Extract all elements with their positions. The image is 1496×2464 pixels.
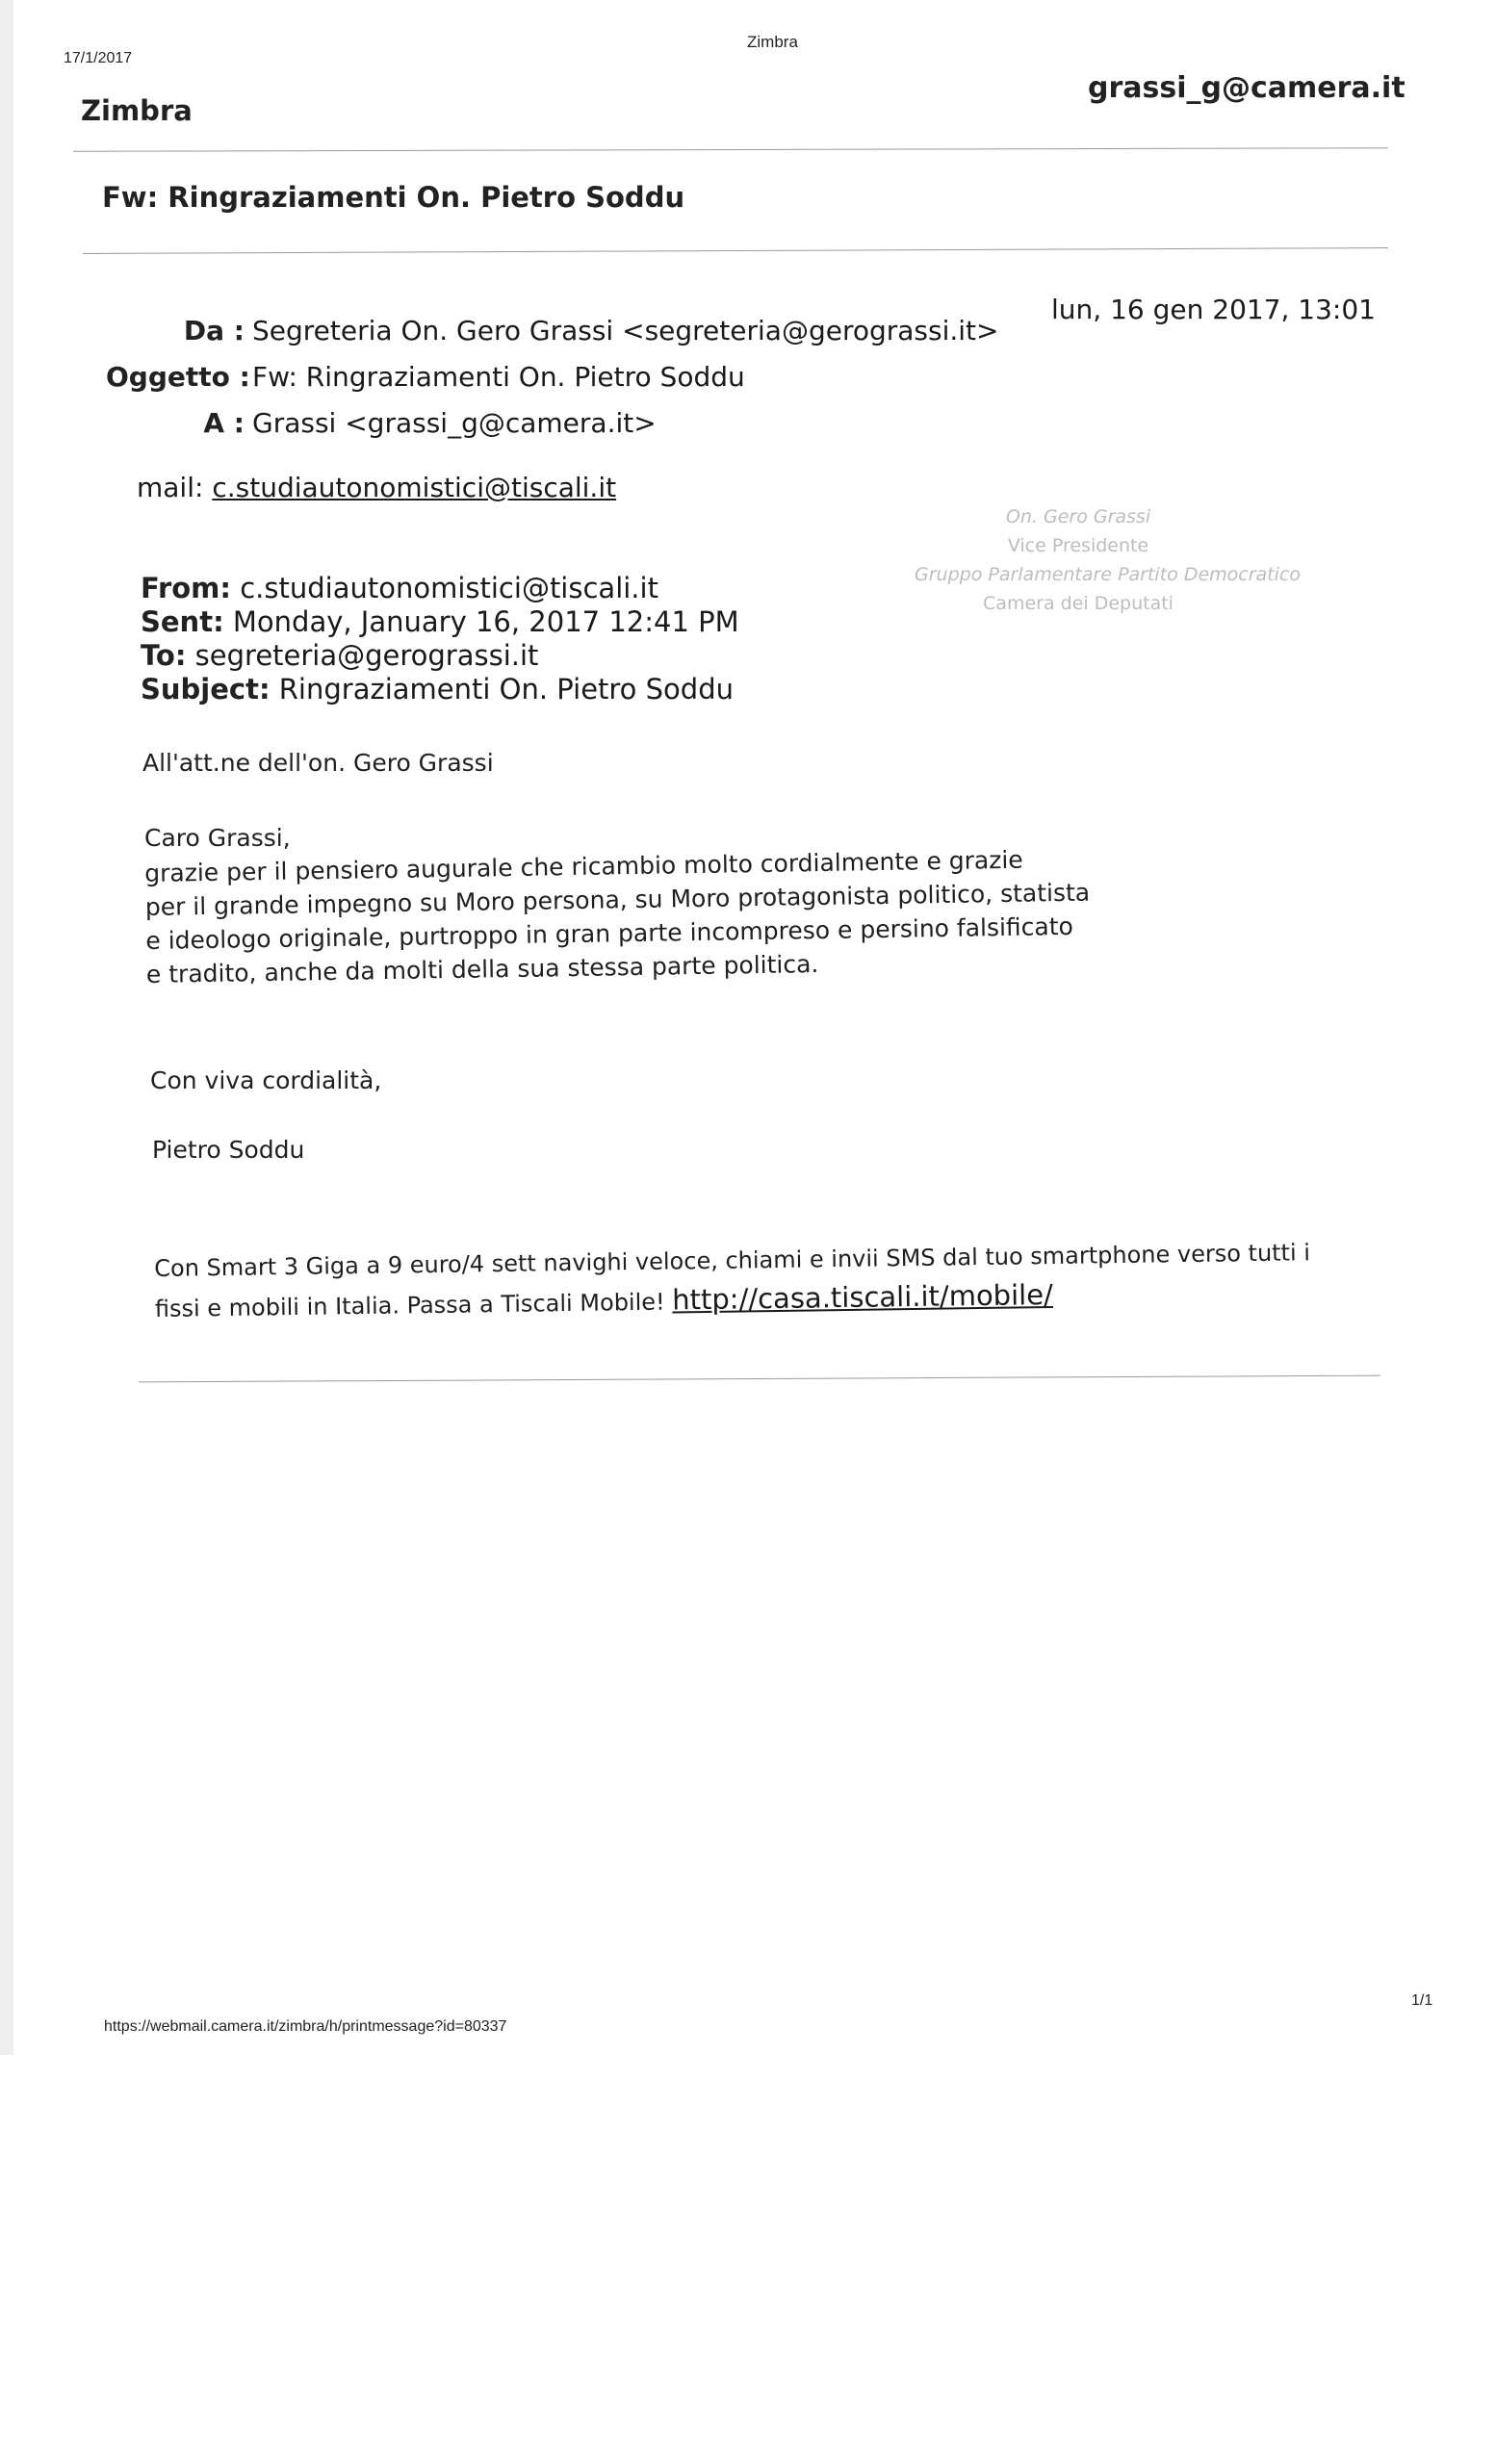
mail-link[interactable]: c.studiautonomistici@tiscali.it [212, 472, 617, 503]
closing: Con viva cordialità, [150, 1066, 382, 1094]
promo-link[interactable]: http://casa.tiscali.it/mobile/ [672, 1277, 1054, 1317]
account-email: grassi_g@camera.it [1088, 71, 1406, 105]
subject-value: Fw: Ringraziamenti On. Pietro Soddu [252, 361, 745, 393]
paragraph-line: per il grande impegno su Moro persona, su Moro protagonista politico, statista [144, 878, 1091, 921]
from-label: Da : [183, 315, 245, 346]
message-title: Fw: Ringraziamenti On. Pietro Soddu [102, 181, 685, 214]
forwarded-header [141, 572, 739, 706]
from-value: Segreteria On. Gero Grassi <segreteria@gerograssi.it> [252, 315, 999, 346]
body-paragraph [144, 842, 1091, 991]
stamp-line-2: Vice Presidente [1007, 535, 1149, 556]
fw-to-label: To: [141, 639, 187, 672]
fw-sent-value: Monday, January 16, 2017 12:41 PM [232, 605, 739, 638]
paragraph-line: e ideologo originale, purtroppo in gran parte incompreso e persino falsificato [145, 911, 1074, 955]
zimbra-logo: Zimbra [81, 94, 193, 127]
mail-label: mail: [137, 472, 204, 503]
message-headers [106, 294, 1454, 447]
message-date: lun, 16 gen 2017, 13:01 [1051, 294, 1376, 325]
fw-sent-label: Sent: [141, 605, 224, 638]
fw-to-value: segreteria@gerograssi.it [194, 639, 539, 672]
promo-line-2: fissi e mobili in Italia. Passa a Tiscali Mobile! http://casa.tiscali.it/mobile/ [154, 1277, 1054, 1322]
print-url: https://webmail.camera.it/zimbra/h/printmessage?id=80337 [104, 2018, 507, 2035]
fw-subject-label: Subject: [141, 673, 271, 706]
body-divider [139, 1375, 1380, 1383]
to-label: A : [203, 407, 245, 439]
paragraph-line: grazie per il pensiero augurale che ricambio molto cordialmente e grazie [144, 845, 1023, 887]
subject-label: Oggetto : [106, 361, 250, 393]
mail-line [137, 472, 616, 503]
title-divider [83, 247, 1388, 254]
official-stamp [915, 502, 1301, 618]
stamp-line-1: On. Gero Grassi [1005, 506, 1151, 527]
fw-subject-value: Ringraziamenti On. Pietro Soddu [278, 673, 734, 706]
paragraph-line: e tradito, anche da molti della sua stessa parte politica. [145, 950, 819, 988]
page-number: 1/1 [1411, 1992, 1433, 2009]
signature: Pietro Soddu [152, 1136, 305, 1164]
stamp-line-4: Camera dei Deputati [983, 593, 1174, 614]
stamp-line-3: Gruppo Parlamentare Partito Democratico [915, 564, 1301, 585]
greeting: Caro Grassi, [144, 824, 291, 852]
fw-from-value: c.studiautonomistici@tiscali.it [240, 572, 658, 604]
scan-edge [0, 0, 13, 2055]
promo-block [154, 1233, 1311, 1328]
attention-line: All'att.ne dell'on. Gero Grassi [142, 749, 494, 777]
print-date: 17/1/2017 [64, 50, 133, 66]
fw-from-label: From: [141, 572, 231, 604]
header-divider [73, 147, 1388, 152]
print-app-name: Zimbra [747, 33, 798, 51]
promo-line-1: Con Smart 3 Giga a 9 euro/4 sett navighi veloce, chiami e invii SMS dal tuo smartphone verso tutti i [154, 1239, 1311, 1282]
to-value: Grassi <grassi_g@camera.it> [252, 407, 657, 439]
